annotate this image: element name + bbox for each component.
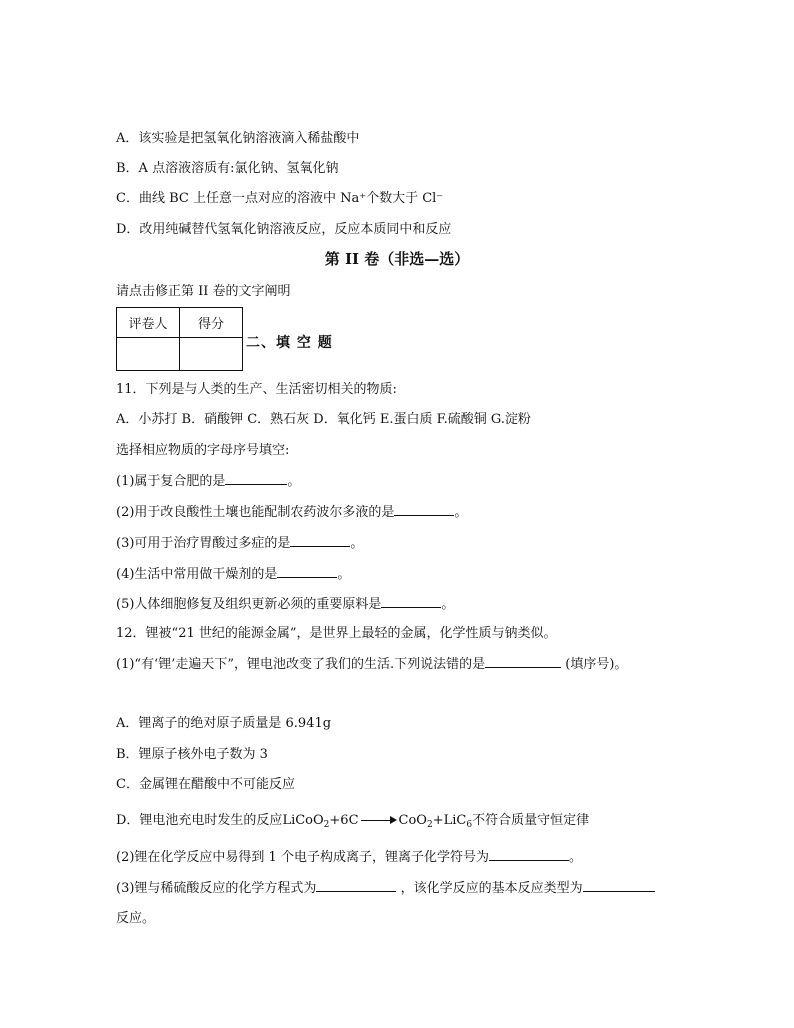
answer-blank[interactable] (316, 879, 396, 892)
q11-item-2-text: (2)用于改良酸性土壤也能配制农药波尔多液的是 (116, 505, 395, 520)
q11-stem: 11．下列是与人类的生产、生活密切相关的物质: (116, 382, 397, 397)
q11-item-4-text: (4)生活中常用做干燥剂的是 (116, 567, 278, 582)
answer-blank[interactable] (489, 848, 569, 861)
q12-sub3-end: 反应。 (116, 911, 156, 926)
q12-sub2-text: (2)锂在化学反应中易得到 1 个电子构成离子，锂离子化学符号为 (116, 850, 489, 865)
q11-item-1 (116, 472, 300, 491)
reaction-arrow-icon (361, 816, 397, 826)
eq-reactant-1: LiCoO (282, 813, 324, 828)
answer-blank[interactable] (583, 879, 655, 892)
score-table-cell-reviewer (117, 338, 180, 371)
score-table-header-reviewer: 评卷人 (117, 308, 180, 338)
q11-item-1-text: (1)属于复合肥的是 (116, 474, 226, 489)
q12-option-d-pre: D．锂电池充电时发生的反应 (116, 813, 283, 828)
score-table-cell-score (180, 338, 243, 371)
q11-item-3 (116, 534, 363, 553)
q11-item-2-end: 。 (454, 505, 468, 520)
q11-item-1-end: 。 (287, 474, 301, 489)
q11-item-3-end: 。 (350, 536, 364, 551)
q12-option-c: C．金属锂在醋酸中不可能反应 (116, 777, 295, 792)
q11-item-5-text: (5)人体细胞修复及组织更新必须的重要原料是 (116, 597, 382, 612)
eq-subscript: 2 (426, 820, 433, 830)
answer-blank[interactable] (290, 534, 350, 547)
q11-item-3-text: (3)可用于治疗胃酸过多症的是 (116, 536, 291, 551)
q11-options: A．小苏打 B．硝酸钾 C．熟石灰 D．氧化钙 E.蛋白质 F.硫酸铜 G.淀粉 (116, 412, 531, 427)
q12-sub1-end: (填序号)。 (565, 657, 628, 672)
q10-option-c: C．曲线 BC 上任意一点对应的溶液中 Na⁺个数大于 Cl⁻ (116, 191, 444, 206)
q10-option-d: D．改用纯碱替代氢氧化钠溶液反应，反应本质同中和反应 (116, 222, 452, 237)
q12-option-d-post: 不符合质量守恒定律 (472, 813, 590, 828)
eq-reactant-2: +6C (329, 813, 359, 828)
score-table-header-score: 得分 (180, 308, 243, 338)
q12-sub3-text-b: ，该化学反应的基本反应类型为 (400, 881, 583, 896)
q12-sub1-text: (1)“有‘锂’走遍天下”，锂电池改变了我们的生活.下列说法错的是 (116, 657, 486, 672)
q12-option-d (116, 812, 589, 830)
q12-sub3-text-a: (3)锂与稀硫酸反应的化学方程式为 (116, 881, 317, 896)
q11-instruction: 选择相应物质的字母序号填空: (116, 443, 290, 458)
answer-blank[interactable] (381, 595, 441, 608)
q11-item-4 (116, 565, 350, 584)
q12-stem: 12．锂被“21 世纪的能源金属”，是世界上最轻的金属，化学性质与钠类似。 (116, 626, 557, 641)
q10-option-a: A．该实验是把氢氧化钠溶液滴入稀盐酸中 (116, 131, 360, 146)
q10-option-b: B．A 点溶液溶质有:氯化钠、氢氧化钠 (116, 161, 339, 176)
score-table (116, 307, 243, 371)
part2-title: 第 II 卷（非选—选） (324, 250, 470, 268)
q12-sub3 (116, 879, 655, 898)
eq-subscript: 6 (466, 820, 473, 830)
answer-blank[interactable] (485, 655, 561, 668)
q11-item-4-end: 。 (337, 567, 351, 582)
q12-sub1 (116, 655, 627, 674)
section-title: 二、填 空 题 (246, 335, 333, 351)
answer-blank[interactable] (225, 472, 287, 485)
q11-item-5 (116, 595, 454, 614)
q11-item-5-end: 。 (441, 597, 455, 612)
q12-sub2 (116, 848, 582, 867)
answer-blank[interactable] (277, 565, 337, 578)
answer-blank[interactable] (394, 503, 454, 516)
q12-option-b: B．锂原子核外电子数为 3 (116, 747, 268, 762)
equation (282, 813, 472, 828)
eq-product-1: CoO (398, 813, 427, 828)
eq-product-2: +LiC (432, 813, 467, 828)
q12-option-a: A．锂离子的绝对原子质量是 6.941g (116, 716, 332, 731)
part2-note: 请点击修正第 II 卷的文字阐明 (116, 284, 291, 299)
q12-sub2-end: 。 (568, 850, 582, 865)
eq-subscript: 2 (323, 820, 330, 830)
q11-item-2 (116, 503, 467, 522)
